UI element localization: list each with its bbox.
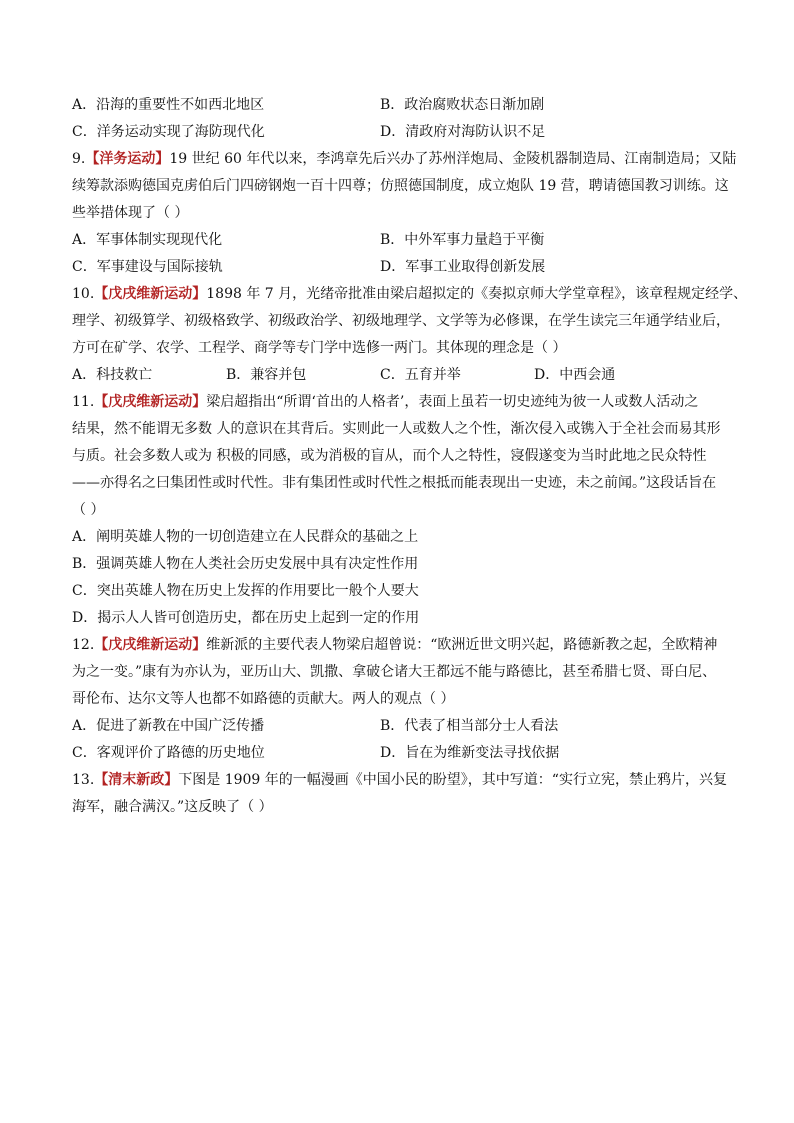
q13-number: 13. — [72, 772, 95, 788]
q12-option-b: B．代表了相当部分士人看法 — [380, 718, 559, 734]
q10-topic-tag: 【戊戌维新运动】 — [94, 286, 207, 302]
q12-options-row-1 — [72, 713, 724, 740]
q9-option-d: D．军事工业取得创新发展 — [380, 259, 546, 275]
q9-number: 9. — [72, 151, 86, 167]
q11-stem-line-2: 结果，然不能谓无多数 人的意识在其背后。实则此一人或数人之个性，渐次侵入或镌入于全社会而易其形 — [72, 421, 721, 437]
q10-stem-line-2: 理学、初级算学、初级格致学、初级政治学、初级地理学、文学等为必修课，在学生读完三年通学结业后， — [72, 313, 730, 329]
q10-number: 10. — [72, 286, 95, 302]
q10-text-1: 1898 年 7 月，光绪帝批准由梁启超拟定的《奏拟京师大学堂章程》，该章程规定经学、 — [206, 286, 748, 302]
q12-stem-line-2: 为之一变。”康有为亦认为，亚历山大、凯撒、拿破仑诸大王都远不能与路德比，甚至希腊七贤、哥白尼、 — [72, 664, 717, 680]
exam-page — [72, 92, 748, 821]
q9-stem-line-1 — [72, 146, 737, 173]
q11-stem-line-5: （ ） — [72, 502, 105, 518]
q8-options-row-1 — [72, 92, 724, 119]
q11-stem-line-4: ——亦得名之曰集团性或时代性。非有集团性或时代性之根抵而能表现出一史迹，未之前闻。”这段话旨在 — [72, 475, 717, 491]
q10-option-c: C．五育并举 — [380, 367, 461, 383]
q11-stem-line-1 — [72, 389, 724, 416]
q13-stem-line-2: 海军，融合满汉。”这反映了（ ） — [72, 799, 273, 815]
q12-option-c: C．客观评价了路德的历史地位 — [72, 745, 265, 761]
q13-text-1: 下图是 1909 年的一幅漫画《中国小民的盼望》，其中写道：“实行立宪，禁止鸦片，兴复 — [178, 772, 727, 788]
q11-option-d: D．揭示人人皆可创造历史，都在历史上起到一定的作用 — [72, 610, 420, 626]
q11-stem-line-3: 与质。社会多数人或为 积极的同感，或为消极的盲从，而个人之特性，寖假遂变为当时此地之民众特性 — [72, 448, 707, 464]
q11-topic-tag: 【戊戌维新运动】 — [94, 394, 207, 410]
q11-option-a: A．阐明英雄人物的一切创造建立在人民群众的基础之上 — [72, 529, 419, 545]
q8-options-row-2 — [72, 119, 724, 146]
q12-topic-tag: 【戊戌维新运动】 — [94, 637, 207, 653]
q8-option-b: B．政治腐败状态日渐加剧 — [380, 97, 545, 113]
q9-stem-line-2: 续筹款添购德国克虏伯后门四磅钢炮一百十四尊；仿照德国制度，成立炮队 19 营，聘请德国教习训练。这 — [72, 178, 729, 194]
q9-option-c: C．军事建设与国际接轨 — [72, 259, 223, 275]
q12-options-row-2 — [72, 740, 724, 767]
q9-text-1: 19 世纪 60 年代以来，李鸿章先后兴办了苏州洋炮局、金陵机器制造局、江南制造局；又陆 — [169, 151, 737, 167]
q10-option-a: A．科技救亡 — [72, 367, 153, 383]
q11-text-1: 梁启超指出“所谓‘首出的人格者’，表面上虽若一切史迹纯为彼一人或数人活动之 — [206, 394, 699, 410]
q8-option-a: A．沿海的重要性不如西北地区 — [72, 97, 265, 113]
q10-option-d: D．中西会通 — [534, 367, 616, 383]
q9-option-b: B．中外军事力量趋于平衡 — [380, 232, 545, 248]
q10-stem-line-1 — [72, 281, 748, 308]
q12-stem-line-3: 哥伦布、达尔文等人也都不如路德的贡献大。两人的观点（ ） — [72, 691, 455, 707]
q11-number: 11. — [72, 394, 95, 410]
q12-option-a: A．促进了新教在中国广泛传播 — [72, 718, 265, 734]
q9-topic-tag: 【洋务运动】 — [85, 151, 170, 167]
q12-stem-line-1 — [72, 632, 724, 659]
q13-stem-line-1 — [72, 767, 727, 794]
q12-number: 12. — [72, 637, 95, 653]
q9-options-row-1 — [72, 227, 724, 254]
q10-option-b: B．兼容并包 — [226, 367, 307, 383]
q9-stem-line-3: 些举措体现了（ ） — [72, 205, 189, 221]
q8-option-c: C．洋务运动实现了海防现代化 — [72, 124, 265, 140]
q9-option-a: A．军事体制实现现代化 — [72, 232, 223, 248]
q9-options-row-2 — [72, 254, 724, 281]
q12-text-1: 维新派的主要代表人物梁启超曾说：“欧洲近世文明兴起，路德新教之起，全欧精神 — [206, 637, 718, 653]
q13-topic-tag: 【清末新政】 — [94, 772, 179, 788]
q12-option-d: D．旨在为维新变法寻找依据 — [380, 745, 560, 761]
q8-option-d: D．清政府对海防认识不足 — [380, 124, 546, 140]
q10-stem-line-3: 方可在矿学、农学、工程学、商学等专门学中选修一两门。其体现的理念是（ ） — [72, 340, 567, 356]
q10-options-row — [72, 362, 724, 389]
q11-option-c: C．突出英雄人物在历史上发挥的作用要比一般个人要大 — [72, 583, 419, 599]
q11-option-b: B．强调英雄人物在人类社会历史发展中具有决定性作用 — [72, 556, 419, 572]
